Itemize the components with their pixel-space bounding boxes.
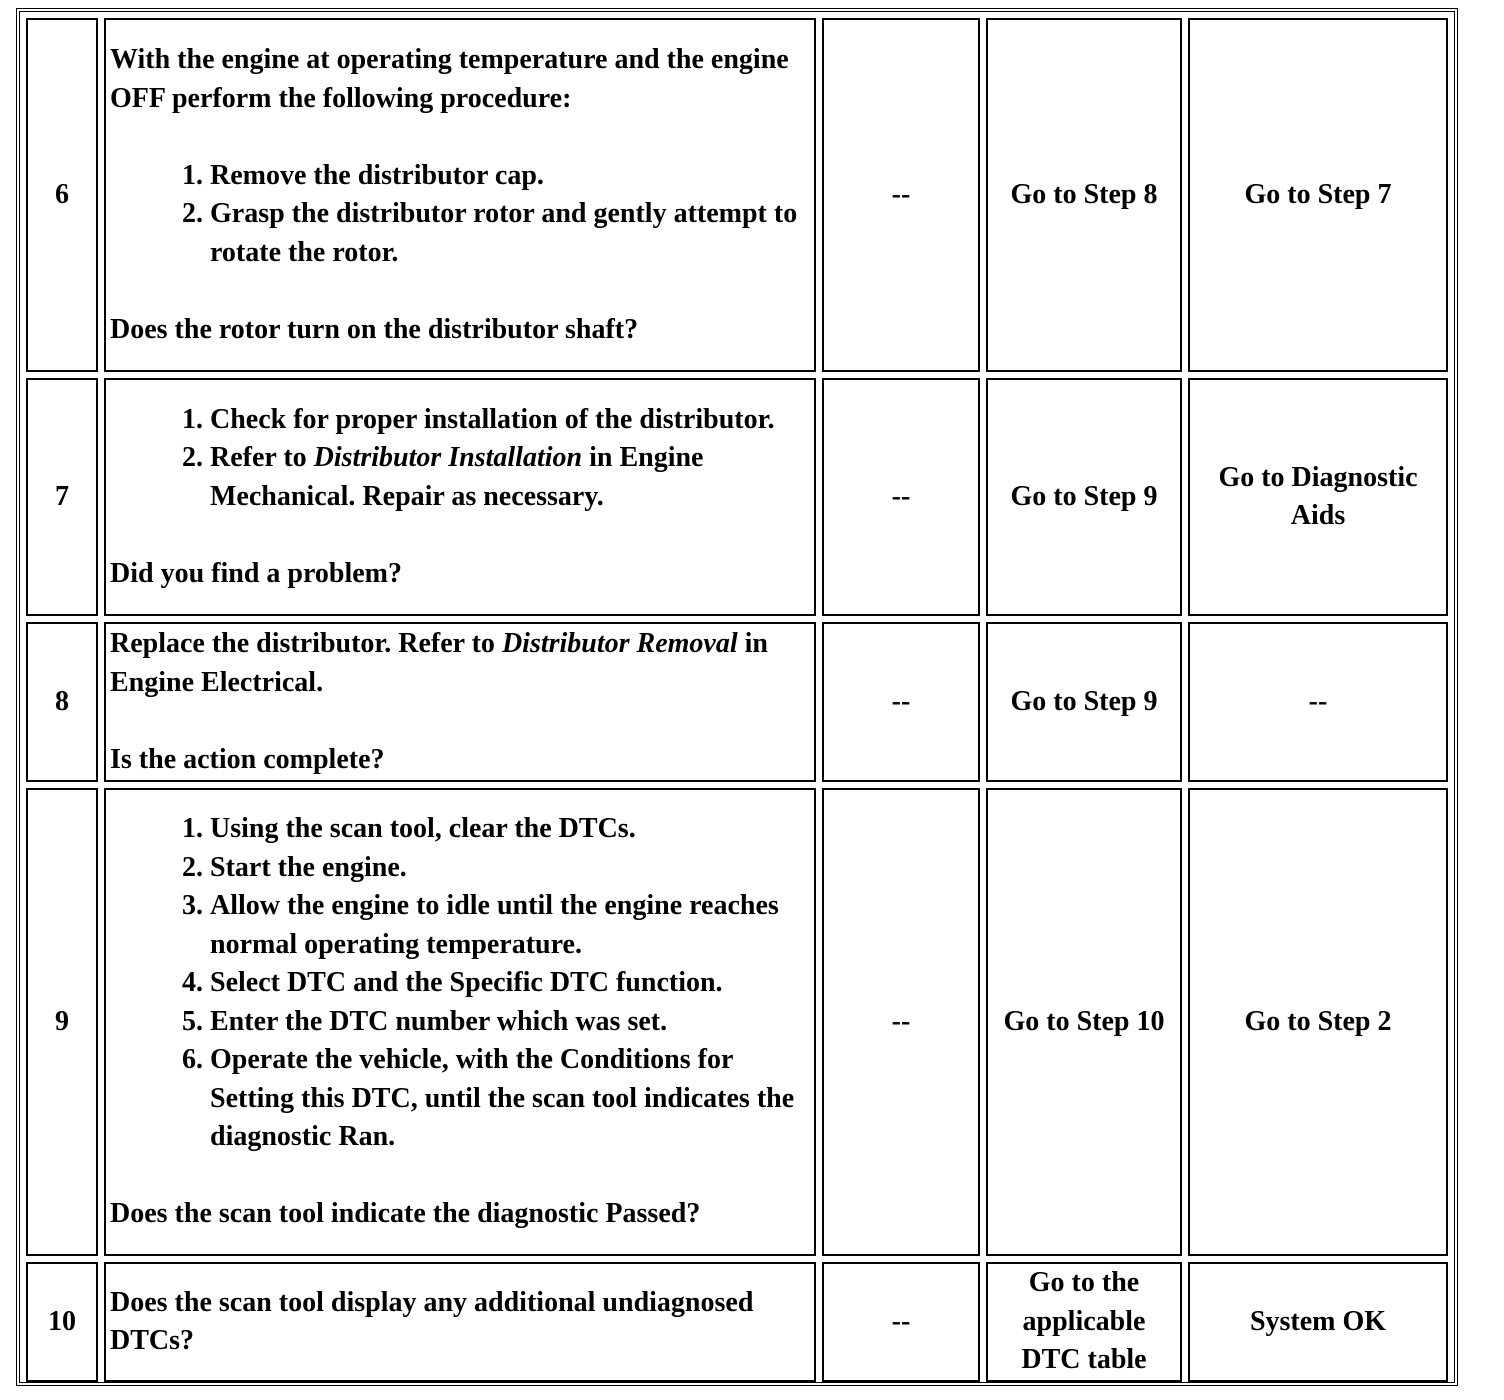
table-row-step-9 <box>26 788 1448 1256</box>
no-result: System OK <box>1188 1262 1448 1382</box>
list-item: 5. Enter the DTC number which was set. <box>210 1003 810 1042</box>
value-cell: -- <box>822 378 980 616</box>
procedure-list <box>110 157 810 273</box>
action-text <box>110 625 810 702</box>
action-cell <box>104 788 816 1256</box>
step-number: 10 <box>26 1262 98 1382</box>
diagnostic-table-page <box>16 8 1458 1386</box>
value-cell: -- <box>822 788 980 1256</box>
value-cell: -- <box>822 1262 980 1382</box>
list-item <box>210 439 810 516</box>
list-item-text: in Engine Mechanical. Repair as necessary. <box>210 442 704 512</box>
diagnostic-table <box>20 12 1454 1388</box>
list-item: 3. Allow the engine to idle until the engine reaches normal operating temperature. <box>210 887 810 964</box>
action-question: Did you find a problem? <box>110 557 402 589</box>
list-item: 1. Remove the distributor cap. <box>210 157 810 196</box>
step-number: 9 <box>26 788 98 1256</box>
action-cell <box>104 378 816 616</box>
list-item: 1. Check for proper installation of the distributor. <box>210 401 810 440</box>
list-item-text: Refer to <box>210 442 314 474</box>
value-cell: -- <box>822 18 980 372</box>
list-item: 6. Operate the vehicle, with the Conditions for Setting this DTC, until the scan tool indicates the diagnostic Ran. <box>210 1041 810 1157</box>
yes-result: Go to the applicable DTC table <box>986 1262 1182 1382</box>
list-item: 1. Using the scan tool, clear the DTCs. <box>210 810 810 849</box>
reference-title: Distributor Installation <box>313 442 583 474</box>
list-item: 4. Select DTC and the Specific DTC function. <box>210 964 810 1003</box>
table-row-step-7 <box>26 378 1448 616</box>
yes-result: Go to Step 8 <box>986 18 1182 372</box>
yes-result: Go to Step 9 <box>986 622 1182 782</box>
table-row-step-10 <box>26 1262 1448 1382</box>
procedure-list <box>110 810 810 1157</box>
action-cell <box>104 622 816 782</box>
action-question: Does the scan tool display any additional undiagnosed DTCs? <box>110 1286 754 1356</box>
table-row-step-8 <box>26 622 1448 782</box>
value-cell: -- <box>822 622 980 782</box>
action-question: Is the action complete? <box>110 743 385 775</box>
table-row-step-6 <box>26 18 1448 372</box>
reference-title: Distributor Removal <box>501 628 738 659</box>
no-result: Go to Step 7 <box>1188 18 1448 372</box>
yes-result: Go to Step 9 <box>986 378 1182 616</box>
step-number: 8 <box>26 622 98 782</box>
action-text-part: Replace the distributor. Refer to <box>110 628 502 659</box>
no-result: Go to Diagnostic Aids <box>1188 378 1448 616</box>
list-item: 2. Grasp the distributor rotor and gently attempt to rotate the rotor. <box>210 195 810 272</box>
procedure-list <box>110 401 810 517</box>
step-number: 6 <box>26 18 98 372</box>
action-cell <box>104 18 816 372</box>
action-question: Does the scan tool indicate the diagnostic Passed? <box>110 1198 701 1230</box>
yes-result: Go to Step 10 <box>986 788 1182 1256</box>
action-intro: With the engine at operating temperature and the engine OFF perform the following procedure: <box>110 44 789 114</box>
action-text-part: in Engine Electrical. <box>110 628 768 698</box>
list-item: 2. Start the engine. <box>210 849 810 888</box>
action-question: Does the rotor turn on the distributor shaft? <box>110 313 639 345</box>
action-cell <box>104 1262 816 1382</box>
no-result: Go to Step 2 <box>1188 788 1448 1256</box>
no-result: -- <box>1188 622 1448 782</box>
step-number: 7 <box>26 378 98 616</box>
